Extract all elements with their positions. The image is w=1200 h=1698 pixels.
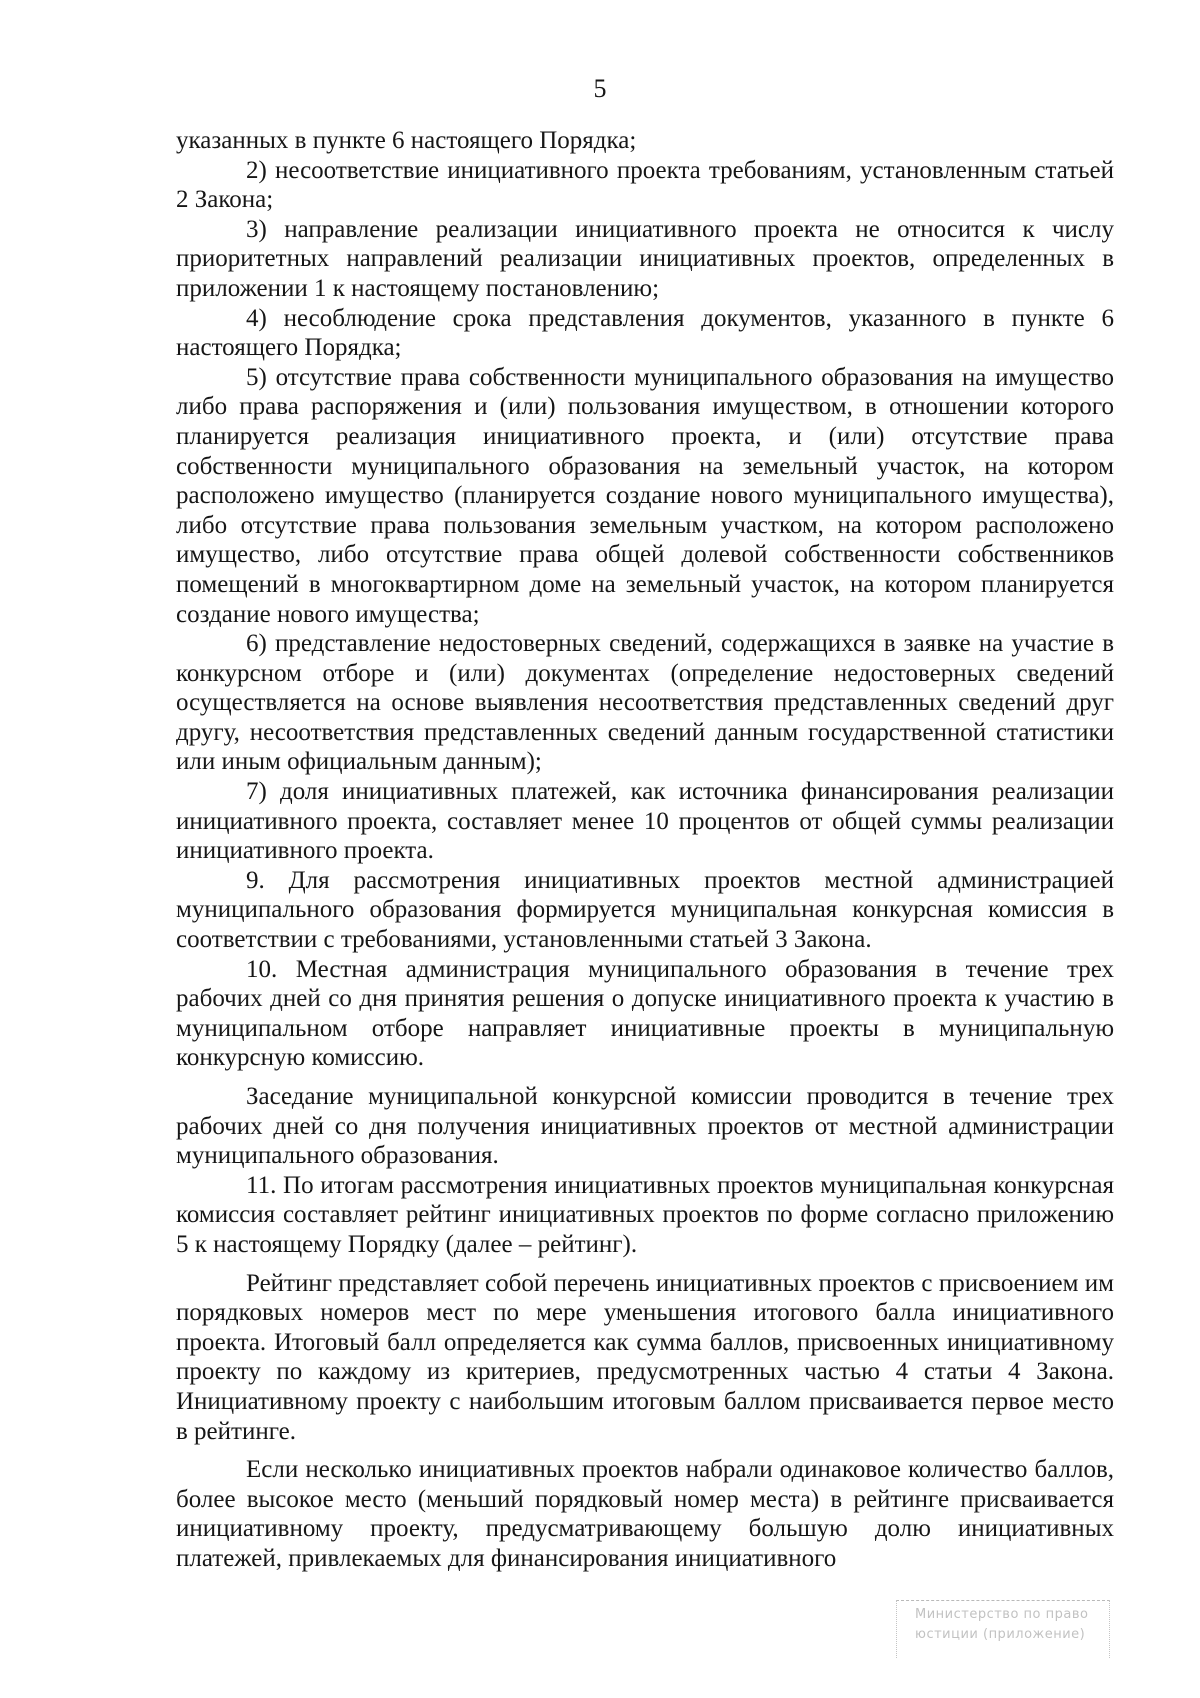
clause-9: 9. Для рассмотрения инициативных проектов местной администрацией муниципального образования формируется муниципальная конкурсная комиссия в соответствии с требованиями, установленными статьей 3 Закона. (176, 866, 1114, 954)
ministry-stamp (896, 1600, 1110, 1658)
list-item-3: 3) направление реализации инициативного проекта не относится к числу приоритетных направлений реализации инициативных проектов, определенных в приложении 1 к настоящему постановлению; (176, 215, 1114, 302)
document-body (176, 126, 1114, 1574)
stamp-line-1: Министерство по право (915, 1607, 1089, 1622)
list-item-6: 6) представление недостоверных сведений, содержащихся в заявке на участие в конкурсном отборе и (или) документах (определение недостоверных сведений осуществляется на основе выявления несоответствия представленных сведений друг другу, несоответствия представленных сведений данным государственной статистики или иным официальным данным); (176, 630, 1114, 776)
page-number: 5 (593, 74, 607, 103)
list-item-2: 2) несоответствие инициативного проекта требованиям, установленным статьей 2 Закона; (176, 156, 1114, 214)
list-item-5: 5) отсутствие права собственности муниципального образования на имущество либо права распоряжения и (или) пользования имуществом, в отношении которого планируется реализация инициативного проекта, и (или) отсутствие права собственности муниципального образования на земельный участок, на котором расположено имущество (планируется создание нового муниципального имущества), либо отсутствие права пользования земельным участком, на котором расположено имущество, либо отсутствие права общей долевой собственности собственников помещений в многоквартирном доме на земельный участок, на котором планируется создание нового имущества; (176, 363, 1114, 628)
stamp-line-2: юстиции (приложение) (915, 1627, 1086, 1642)
clause-11-rating-definition: Рейтинг представляет собой перечень инициативных проектов с присвоением им порядковых номеров мест по мере уменьшения итогового балла инициативного проекта. Итоговый балл определяется как сумма баллов, присвоенных инициативному проекту по каждому из критериев, предусмотренных частью 4 статьи 4 Закона. Инициативному проекту с наибольшим итоговым баллом присваивается первое место в рейтинге. (176, 1269, 1114, 1445)
clause-11-tie-rule: Если несколько инициативных проектов набрали одинаковое количество баллов, более высокое место (меньший порядковый номер места) в рейтинге присваивается инициативному проекту, предусматривающему большую долю инициативных платежей, привлекаемых для финансирования инициативного (176, 1456, 1114, 1572)
list-item-4: 4) несоблюдение срока представления документов, указанного в пункте 6 настоящего Порядка; (176, 304, 1114, 362)
list-item-7: 7) доля инициативных платежей, как источника финансирования реализации инициативного проекта, составляет менее 10 процентов от общей суммы реализации инициативного проекта. (176, 778, 1114, 865)
clause-10: 10. Местная администрация муниципального образования в течение трех рабочих дней со дня принятия решения о допуске инициативного проекта к участию в муниципальном отборе направляет инициативные проекты в муниципальную конкурсную комиссию. (176, 955, 1114, 1072)
paragraph-continuation: указанных в пункте 6 настоящего Порядка; (176, 127, 637, 154)
clause-11: 11. По итогам рассмотрения инициативных проектов муниципальная конкурсная комиссия составляет рейтинг инициативных проектов по форме согласно приложению 5 к настоящему Порядку (далее – рейтинг). (176, 1171, 1114, 1258)
clause-10-meeting: Заседание муниципальной конкурсной комиссии проводится в течение трех рабочих дней со дня получения инициативных проектов от местной администрации муниципального образования. (176, 1083, 1114, 1170)
